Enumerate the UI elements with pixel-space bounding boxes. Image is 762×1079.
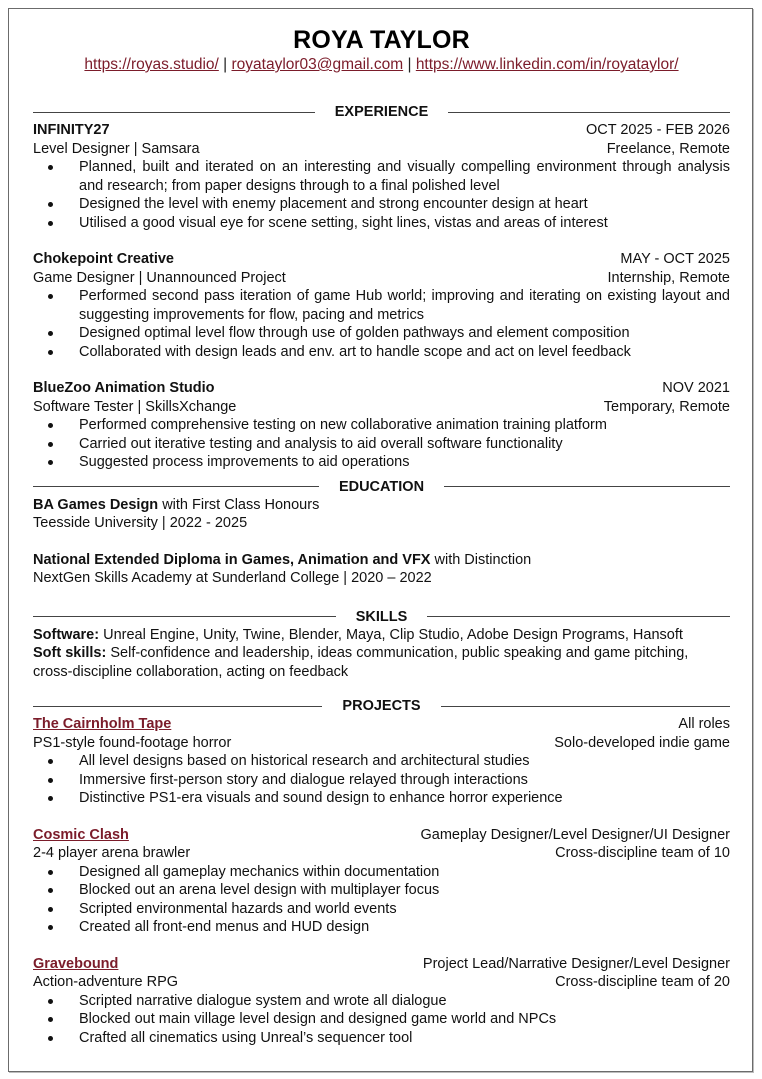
bullet-item: Designed optimal level flow through use of golden pathways and element composition <box>33 324 730 343</box>
bullet-item: Scripted narrative dialogue system and wrote all dialogue <box>33 992 730 1011</box>
bullet-item: Designed the level with enemy placement and strong encounter design at heart <box>33 195 730 214</box>
degree: BA Games Design <box>33 496 159 513</box>
bullet-item: Performed comprehensive testing on new collaborative animation training platform <box>33 416 730 435</box>
bullet-item: Collaborated with design leads and env. art to handle scope and act on level feedback <box>33 343 730 362</box>
project-team: Cross-discipline team of 20 <box>555 974 730 990</box>
honours: with Distinction <box>430 551 532 568</box>
job-type: Freelance, Remote <box>606 140 730 157</box>
soft-skills: Soft skills: Self-confidence and leadership, ideas communication, public speaking and game pitching, cross-discipline collaboration, acting on feedback <box>33 645 689 680</box>
bullet-item: Blocked out main village level design and designed game world and NPCs <box>33 1010 730 1029</box>
job-role: Software Tester | SkillsXchange <box>33 398 237 415</box>
job-type: Temporary, Remote <box>603 398 730 415</box>
separator: | <box>223 56 228 73</box>
bullet-item: Suggested process improvements to aid operations <box>33 453 730 472</box>
bullet-list <box>33 863 730 937</box>
separator: | <box>407 56 412 73</box>
company-name: INFINITY27 <box>33 122 110 138</box>
contact-links <box>33 55 730 75</box>
project-entry <box>33 955 730 1048</box>
divider <box>33 486 319 487</box>
experience-entry <box>33 379 730 472</box>
project-roles: Gameplay Designer/Level Designer/UI Designer <box>420 826 730 843</box>
project-entry <box>33 826 730 937</box>
date-range: MAY - OCT 2025 <box>620 251 730 267</box>
honours: with First Class Honours <box>158 496 320 513</box>
date-range: OCT 2025 - FEB 2026 <box>585 122 730 138</box>
bullet-item: Blocked out an arena level design with multiplayer focus <box>33 881 730 900</box>
experience-entry <box>33 250 730 361</box>
section-education-heading: EDUCATION <box>33 478 730 496</box>
bullet-list <box>33 287 730 361</box>
bullet-item: Distinctive PS1-era visuals and sound design to enhance horror experience <box>33 789 730 808</box>
divider <box>33 112 315 113</box>
project-genre: PS1-style found-footage horror <box>33 734 232 751</box>
institution: NextGen Skills Academy at Sunderland College | 2020 – 2022 <box>33 570 432 586</box>
job-role: Game Designer | Unannounced Project <box>33 269 286 286</box>
bullet-list <box>33 416 730 472</box>
project-genre: 2-4 player arena brawler <box>33 845 191 861</box>
project-genre: Action-adventure RPG <box>33 974 179 990</box>
education-entry <box>33 496 730 533</box>
experience-entry <box>33 121 730 232</box>
divider <box>448 112 730 113</box>
project-team: Solo-developed indie game <box>554 734 730 751</box>
job-role: Level Designer | Samsara <box>33 140 200 157</box>
bullet-item: Planned, built and iterated on an interesting and visually compelling environment through analysis and research; from paper designs through to a final polished level <box>33 158 730 195</box>
company-name: Chokepoint Creative <box>33 251 174 267</box>
job-type: Internship, Remote <box>607 269 730 286</box>
linkedin-link[interactable]: https://www.linkedin.com/in/royataylor/ <box>415 56 679 73</box>
project-roles: Project Lead/Narrative Designer/Level Designer <box>422 955 730 972</box>
bullet-item: Designed all gameplay mechanics within documentation <box>33 863 730 882</box>
section-projects-heading: PROJECTS <box>33 697 730 715</box>
bullet-item: Immersive first-person story and dialogue relayed through interactions <box>33 771 730 790</box>
software-skills: Software: Unreal Engine, Unity, Twine, Blender, Maya, Clip Studio, Adobe Design Programs, Hansoft <box>33 626 683 643</box>
project-title-link[interactable]: Cosmic Clash <box>33 826 129 843</box>
resume-content <box>33 9 730 1047</box>
divider <box>444 486 730 487</box>
email-link[interactable]: royataylor03@gmail.com <box>231 56 404 73</box>
divider <box>33 616 336 617</box>
divider <box>427 616 730 617</box>
bullet-item: Created all front-end menus and HUD design <box>33 918 730 937</box>
bullet-list <box>33 752 730 808</box>
portfolio-link[interactable]: https://royas.studio/ <box>84 56 219 73</box>
section-experience-heading: EXPERIENCE <box>33 103 730 121</box>
bullet-item: Scripted environmental hazards and world events <box>33 900 730 919</box>
bullet-item: Crafted all cinematics using Unreal’s sequencer tool <box>33 1029 730 1048</box>
divider <box>441 706 730 707</box>
resume-page <box>8 8 753 1072</box>
institution: Teesside University | 2022 - 2025 <box>33 515 248 531</box>
education-entry <box>33 551 730 588</box>
bullet-list <box>33 992 730 1048</box>
project-entry <box>33 715 730 808</box>
bullet-item: Utilised a good visual eye for scene setting, sight lines, vistas and areas of interest <box>33 214 730 233</box>
divider <box>33 706 322 707</box>
date-range: NOV 2021 <box>662 380 730 396</box>
bullet-list <box>33 158 730 232</box>
bullet-item: Carried out iterative testing and analysis to aid overall software functionality <box>33 435 730 454</box>
bullet-item: Performed second pass iteration of game Hub world; improving and iterating on existing layout and suggesting improvements for flow, pacing and metrics <box>33 287 730 324</box>
bullet-item: All level designs based on historical research and architectural studies <box>33 752 730 771</box>
project-title-link[interactable]: Gravebound <box>33 955 119 972</box>
candidate-name: ROYA TAYLOR <box>293 26 470 54</box>
degree: National Extended Diploma in Games, Animation and VFX <box>33 551 431 568</box>
project-title-link[interactable]: The Cairnholm Tape <box>33 716 172 732</box>
company-name: BlueZoo Animation Studio <box>33 380 215 396</box>
section-skills-heading: SKILLS <box>33 608 730 626</box>
project-roles: All roles <box>678 716 730 732</box>
project-team: Cross-discipline team of 10 <box>555 845 730 861</box>
